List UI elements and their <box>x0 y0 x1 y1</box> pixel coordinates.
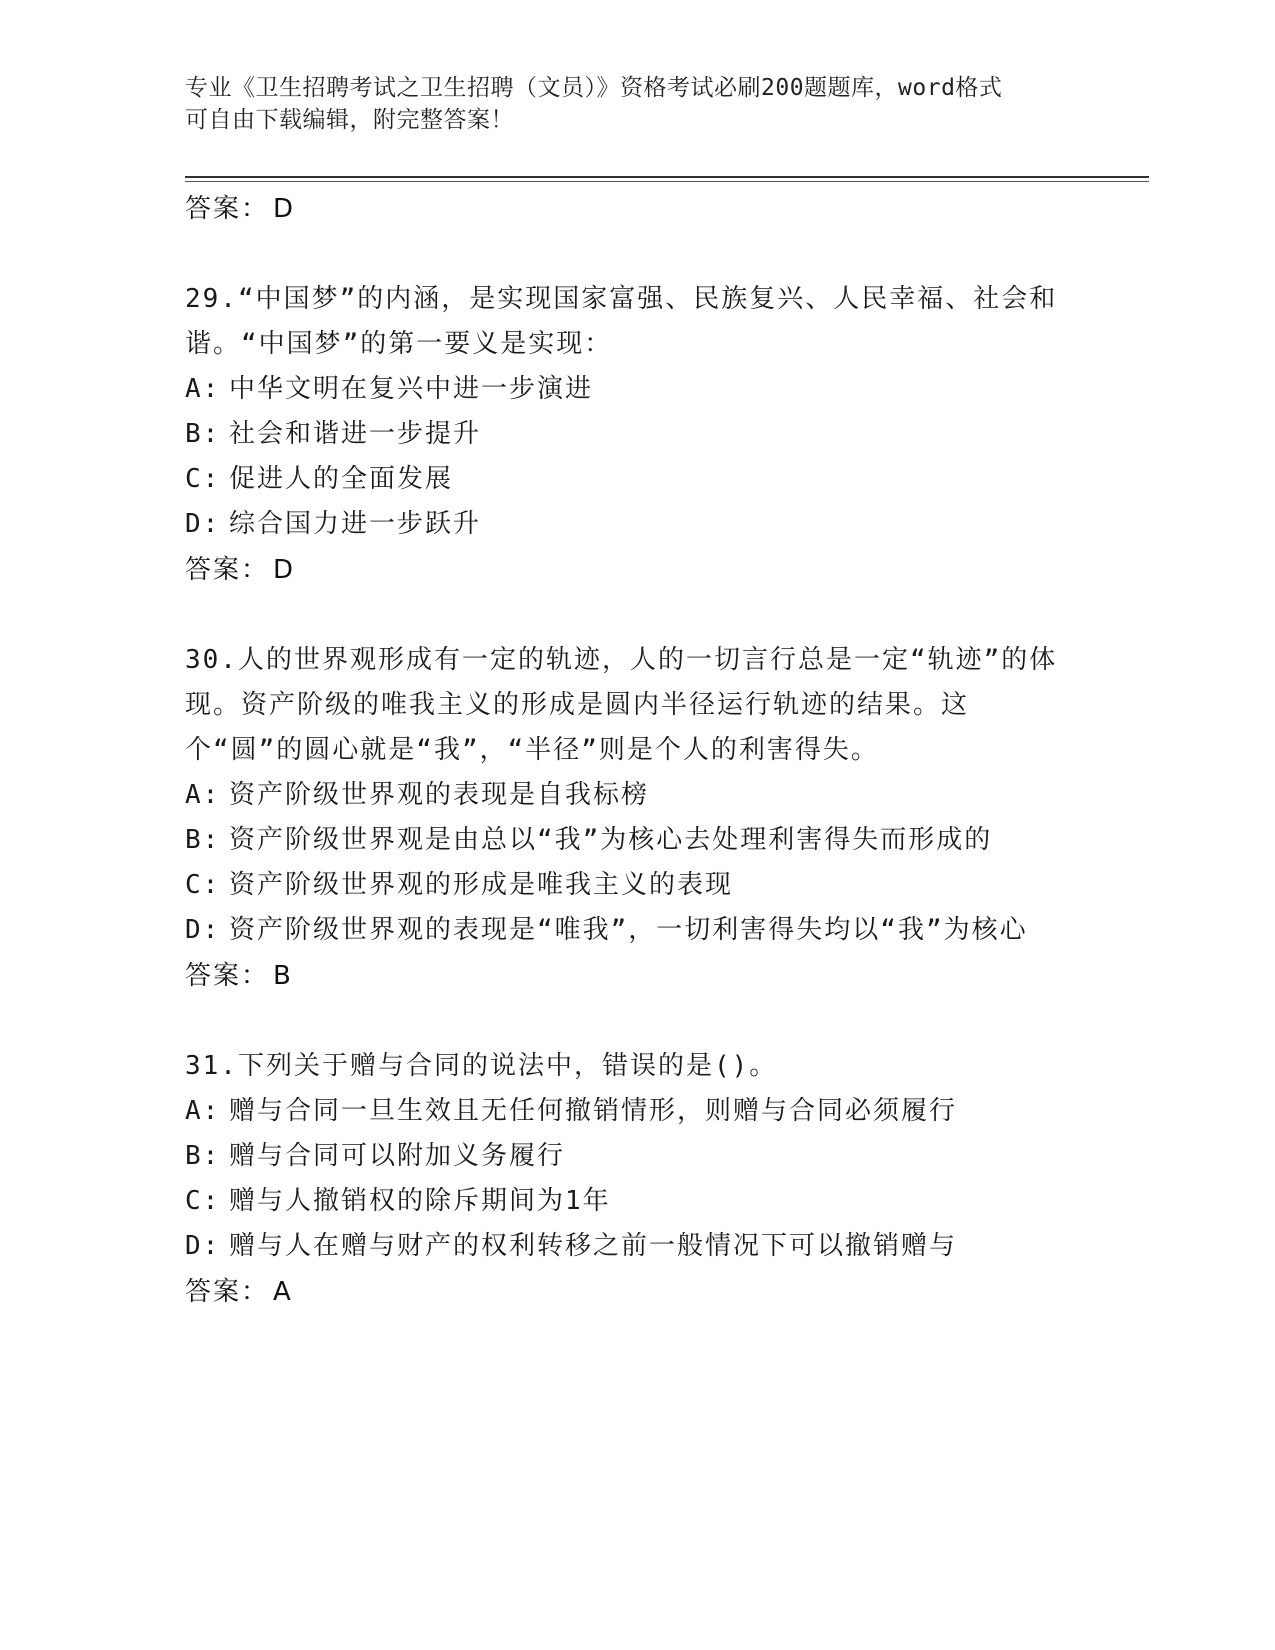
header-rule <box>185 176 1149 178</box>
option-a <box>185 773 1085 818</box>
question-stem: 30.人的世界观形成有一定的轨迹，人的一切言行总是一定“轨迹”的体现。资产阶级的唯我主义的形成是圆内半径运行轨迹的结果。这个“圆”的圆心就是“我”，“半径”则是个人的利害得失。 <box>185 645 1058 765</box>
option-key: A: <box>185 1096 221 1126</box>
option-text: 中华文明在复兴中进一步演进 <box>229 374 594 404</box>
question-block <box>185 638 1085 999</box>
header-rule-secondary <box>185 181 1149 182</box>
option-c <box>185 1179 1085 1224</box>
question-stem: 31.下列关于赠与合同的说法中，错误的是()。 <box>185 1051 778 1081</box>
option-a <box>185 367 1085 412</box>
option-text: 赠与人在赠与财产的权利转移之前一般情况下可以撤销赠与 <box>229 1231 958 1261</box>
option-key: C: <box>185 464 221 494</box>
answer-value: D <box>273 194 295 224</box>
option-key: C: <box>185 870 221 900</box>
answer-value: B <box>273 961 292 991</box>
option-text: 促进人的全面发展 <box>229 464 454 494</box>
option-d <box>185 502 1085 547</box>
option-text: 资产阶级世界观的表现是自我标榜 <box>229 780 650 810</box>
spacer <box>185 232 1085 277</box>
question-stem: 29.“中国梦”的内涵，是实现国家富强、民族复兴、人民幸福、社会和谐。“中国梦”的第一要义是实现： <box>185 284 1058 359</box>
option-key: A: <box>185 374 221 404</box>
option-text: 资产阶级世界观的表现是“唯我”，一切利害得失均以“我”为核心 <box>229 915 1028 945</box>
question-block <box>185 1044 1085 1315</box>
option-key: B: <box>185 1141 221 1171</box>
option-key: D: <box>185 915 221 945</box>
answer-line <box>185 1269 1085 1315</box>
option-key: D: <box>185 1231 221 1261</box>
option-text: 资产阶级世界观是由总以“我”为核心去处理利害得失而形成的 <box>229 825 993 855</box>
option-a <box>185 1089 1085 1134</box>
answer-label: 答案： <box>185 194 270 224</box>
answer-line <box>185 547 1085 593</box>
option-b <box>185 412 1085 457</box>
answer-value: A <box>273 1277 292 1307</box>
option-key: B: <box>185 825 221 855</box>
option-text: 赠与人撤销权的除斥期间为1年 <box>229 1186 611 1216</box>
question-block <box>185 277 1085 593</box>
option-c <box>185 863 1085 908</box>
option-d <box>185 908 1085 953</box>
option-key: D: <box>185 509 221 539</box>
answer-value: D <box>273 555 295 585</box>
header-line-2: 可自由下载编辑，附完整答案！ <box>185 107 514 133</box>
answer-label: 答案： <box>185 1277 270 1307</box>
option-key: C: <box>185 1186 221 1216</box>
answer-line <box>185 953 1085 999</box>
header-line-1: 专业《卫生招聘考试之卫生招聘（文员）》资格考试必刷200题题库，word格式 <box>185 75 1003 101</box>
option-text: 社会和谐进一步提升 <box>229 419 482 449</box>
answer-line <box>185 186 1085 232</box>
option-text: 赠与合同可以附加义务履行 <box>229 1141 566 1171</box>
option-c <box>185 457 1085 502</box>
option-key: B: <box>185 419 221 449</box>
answer-label: 答案： <box>185 961 270 991</box>
option-b <box>185 1134 1085 1179</box>
spacer <box>185 593 1085 638</box>
option-text: 资产阶级世界观的形成是唯我主义的表现 <box>229 870 734 900</box>
option-b <box>185 818 1085 863</box>
spacer <box>185 999 1085 1044</box>
option-text: 赠与合同一旦生效且无任何撤销情形，则赠与合同必须履行 <box>229 1096 958 1126</box>
option-text: 综合国力进一步跃升 <box>229 509 482 539</box>
document-header <box>185 72 1065 136</box>
option-key: A: <box>185 780 221 810</box>
option-d <box>185 1224 1085 1269</box>
answer-label: 答案： <box>185 555 270 585</box>
question-list <box>185 186 1085 1315</box>
